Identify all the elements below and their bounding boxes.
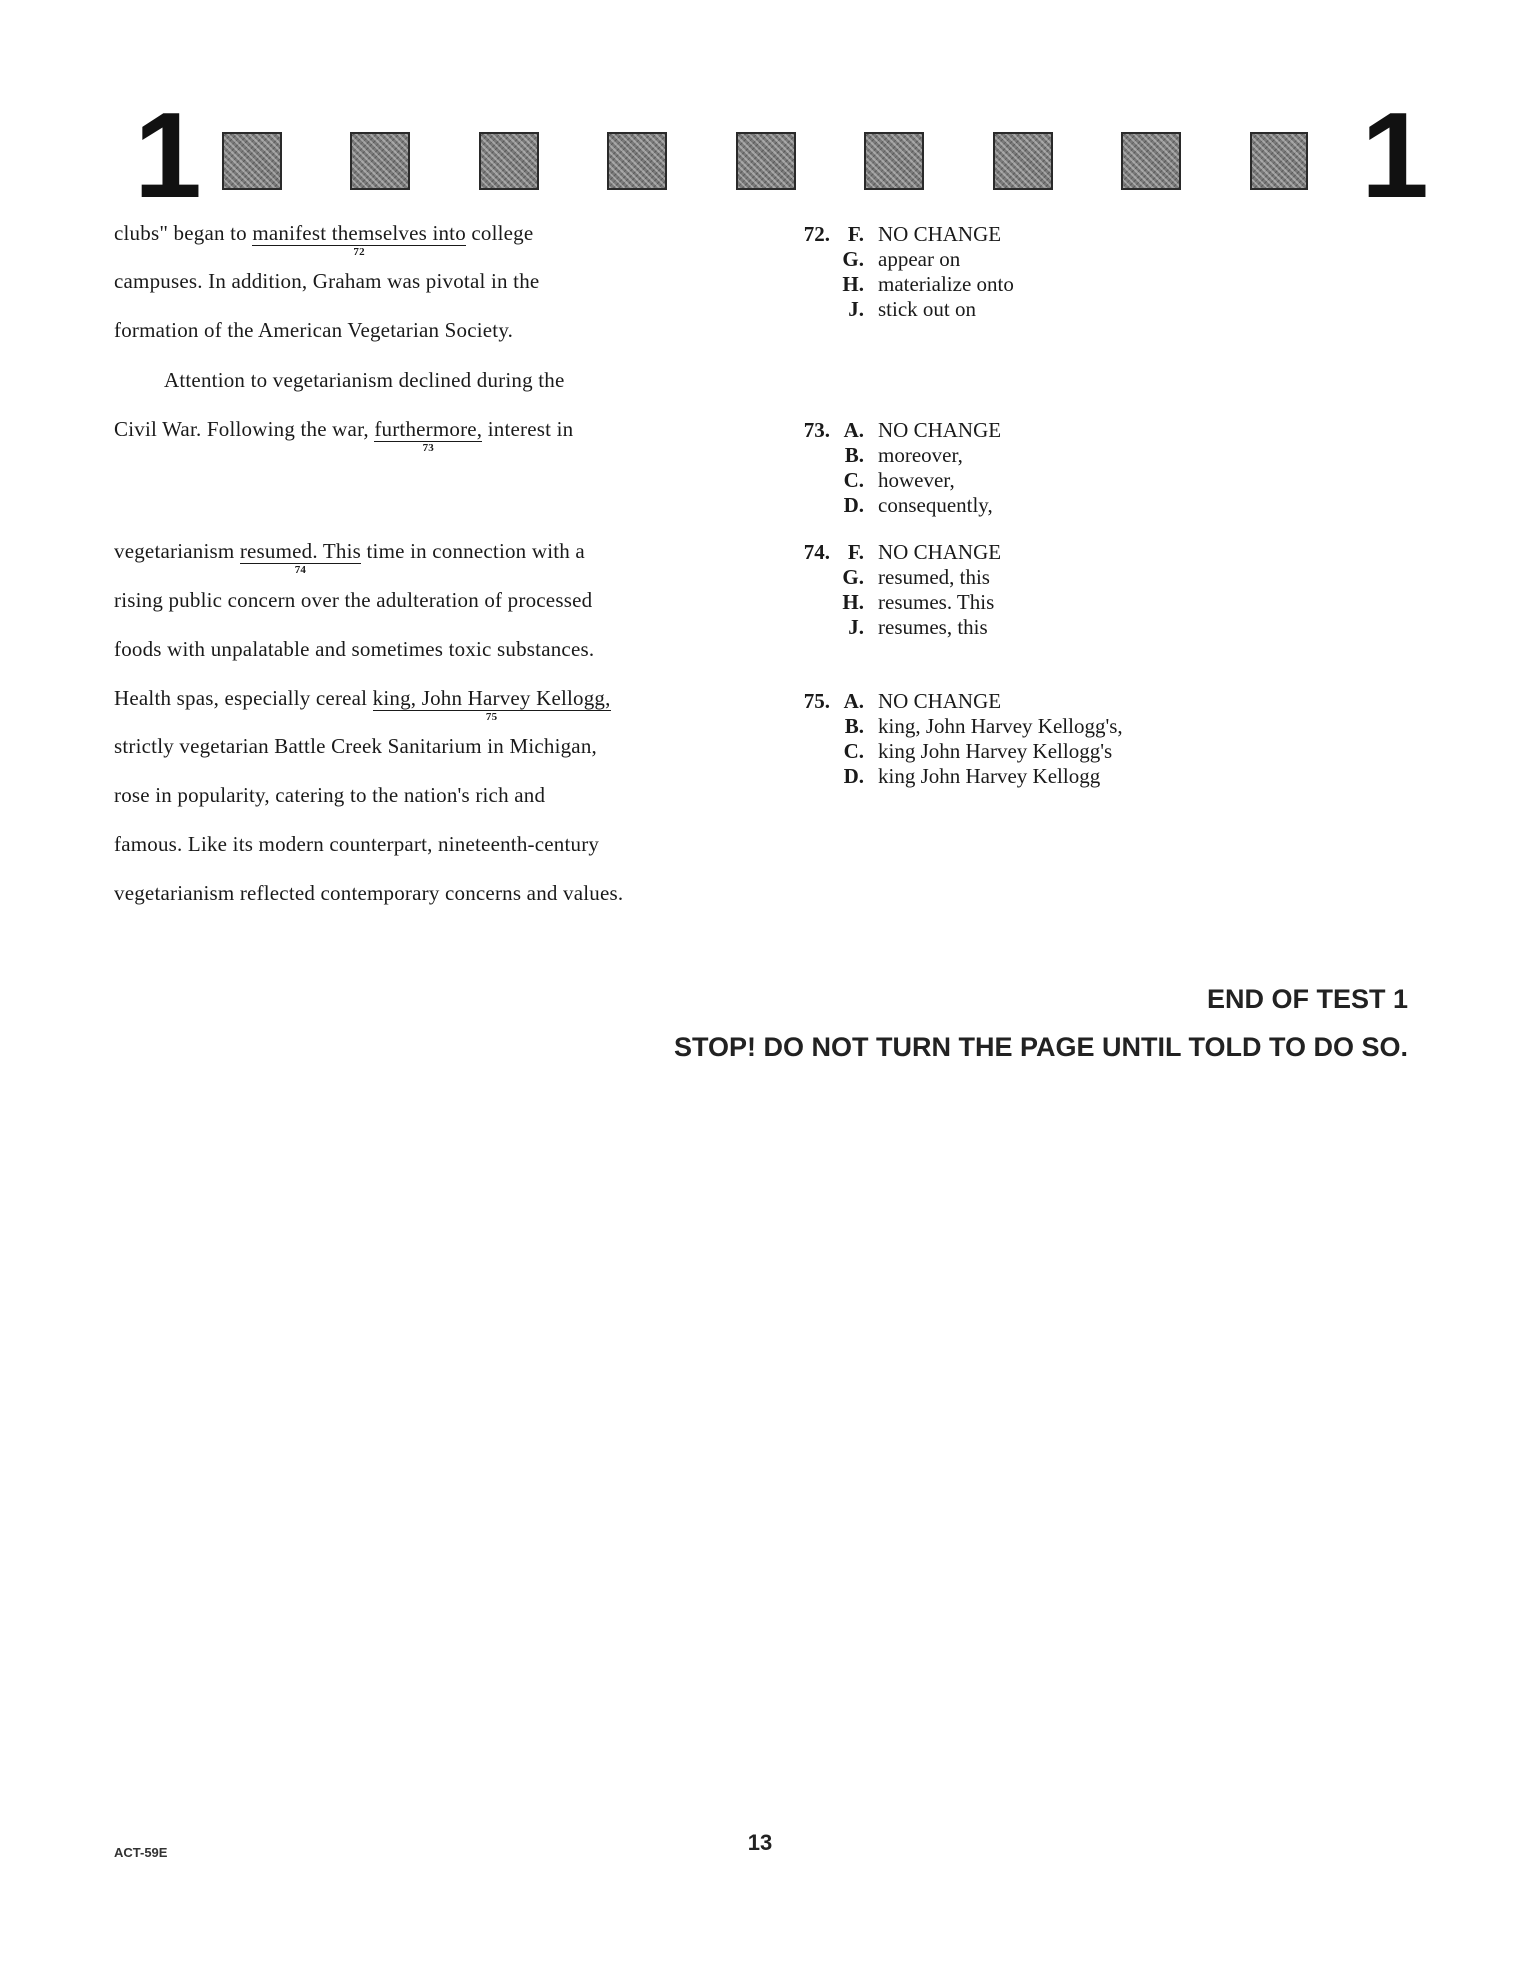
passage-line: foods with unpalatable and sometimes toxic substances.	[114, 637, 595, 661]
section-number-right: 1	[1361, 87, 1429, 223]
option-letter: F.	[847, 222, 864, 246]
passage-line	[114, 683, 611, 723]
option-text: stick out on	[878, 297, 976, 321]
question-marker: 75	[485, 711, 498, 723]
stop-notice: STOP! DO NOT TURN THE PAGE UNTIL TOLD TO DO SO.	[673, 1032, 1408, 1062]
section-header	[0, 87, 1530, 223]
passage-text: Health spas, especially cereal	[114, 686, 373, 710]
passage-line	[114, 218, 534, 258]
question-number: 74.	[803, 540, 830, 564]
header-square	[736, 132, 796, 190]
option-text: resumed, this	[878, 565, 990, 589]
option-text: NO CHANGE	[878, 418, 1002, 442]
option-text: king, John Harvey Kellogg's,	[878, 714, 1123, 738]
question-marker: 74	[294, 564, 307, 576]
passage-text: college	[465, 221, 534, 245]
passage-line	[114, 536, 585, 576]
underlined-portion-74[interactable]	[239, 539, 362, 576]
option-letter: H.	[842, 272, 864, 296]
underlined-text: furthermore,	[374, 417, 483, 441]
header-square	[1250, 132, 1308, 190]
passage-line: campuses. In addition, Graham was pivotal in the	[114, 269, 540, 293]
question-marker: 73	[422, 442, 434, 454]
section-number-left: 1	[134, 87, 202, 223]
option-text: NO CHANGE	[878, 222, 1002, 246]
passage-line	[114, 365, 565, 395]
header-square	[222, 132, 282, 190]
option-text: NO CHANGE	[878, 689, 1002, 713]
header-square	[479, 132, 539, 190]
option-text: materialize onto	[878, 272, 1014, 296]
option-text: resumes. This	[878, 590, 995, 614]
option-letter: B.	[844, 443, 864, 467]
option-letter: G.	[842, 565, 864, 589]
question-number: 73.	[803, 418, 830, 442]
header-square	[864, 132, 924, 190]
option-letter: H.	[842, 590, 864, 614]
passage-line: vegetarianism reflected contemporary concerns and values.	[114, 881, 624, 905]
option-text: consequently,	[878, 493, 993, 517]
passage-text: interest in	[482, 417, 574, 441]
passage-text: Civil War. Following the war,	[114, 417, 375, 441]
passage-text: Attention to vegetarianism declined during the	[164, 368, 565, 392]
header-square	[993, 132, 1053, 190]
option-text: appear on	[878, 247, 961, 271]
question-number: 72.	[803, 222, 830, 246]
underlined-text: manifest themselves into	[252, 221, 466, 245]
option-text: resumes, this	[878, 615, 988, 639]
passage-text: time in connection with a	[361, 539, 585, 563]
option-text: moreover,	[878, 443, 963, 467]
option-text: NO CHANGE	[878, 540, 1002, 564]
underlined-text: king, John Harvey Kellogg,	[372, 686, 611, 710]
passage-line: famous. Like its modern counterpart, nineteenth-century	[114, 832, 600, 856]
underlined-text: resumed. This	[239, 539, 362, 563]
passage-text: vegetarianism	[114, 539, 240, 563]
option-letter: A.	[843, 418, 864, 442]
header-squares	[222, 132, 1252, 194]
option-letter: C.	[843, 468, 864, 492]
underlined-portion-72[interactable]	[252, 221, 466, 258]
option-letter: D.	[843, 764, 864, 788]
question-number: 75.	[803, 689, 830, 713]
form-code: ACT-59E	[114, 1845, 168, 1860]
question-marker: 72	[353, 246, 365, 258]
underlined-portion-75[interactable]	[372, 686, 611, 723]
option-letter: J.	[848, 615, 864, 639]
underlined-portion-73[interactable]	[374, 417, 483, 454]
passage-text: clubs" began to	[114, 221, 253, 245]
option-text: however,	[878, 468, 955, 492]
header-square	[1121, 132, 1181, 190]
end-of-test-heading: END OF TEST 1	[1206, 984, 1408, 1014]
passage-line: strictly vegetarian Battle Creek Sanitarium in Michigan,	[114, 734, 597, 758]
option-letter: D.	[843, 493, 864, 517]
option-letter: B.	[844, 714, 864, 738]
option-letter: C.	[843, 739, 864, 763]
option-letter: F.	[847, 540, 864, 564]
passage-line: formation of the American Vegetarian Society.	[114, 318, 514, 342]
option-letter: G.	[842, 247, 864, 271]
option-text: king John Harvey Kellogg	[878, 764, 1101, 788]
option-letter: J.	[848, 297, 864, 321]
page-number: 13	[747, 1830, 773, 1855]
option-text: king John Harvey Kellogg's	[878, 739, 1113, 763]
passage-line: rising public concern over the adulteration of processed	[114, 588, 593, 612]
header-square	[607, 132, 667, 190]
header-square	[350, 132, 410, 190]
option-letter: A.	[843, 689, 864, 713]
passage-line: rose in popularity, catering to the nation's rich and	[114, 783, 546, 807]
passage-line	[114, 414, 574, 454]
